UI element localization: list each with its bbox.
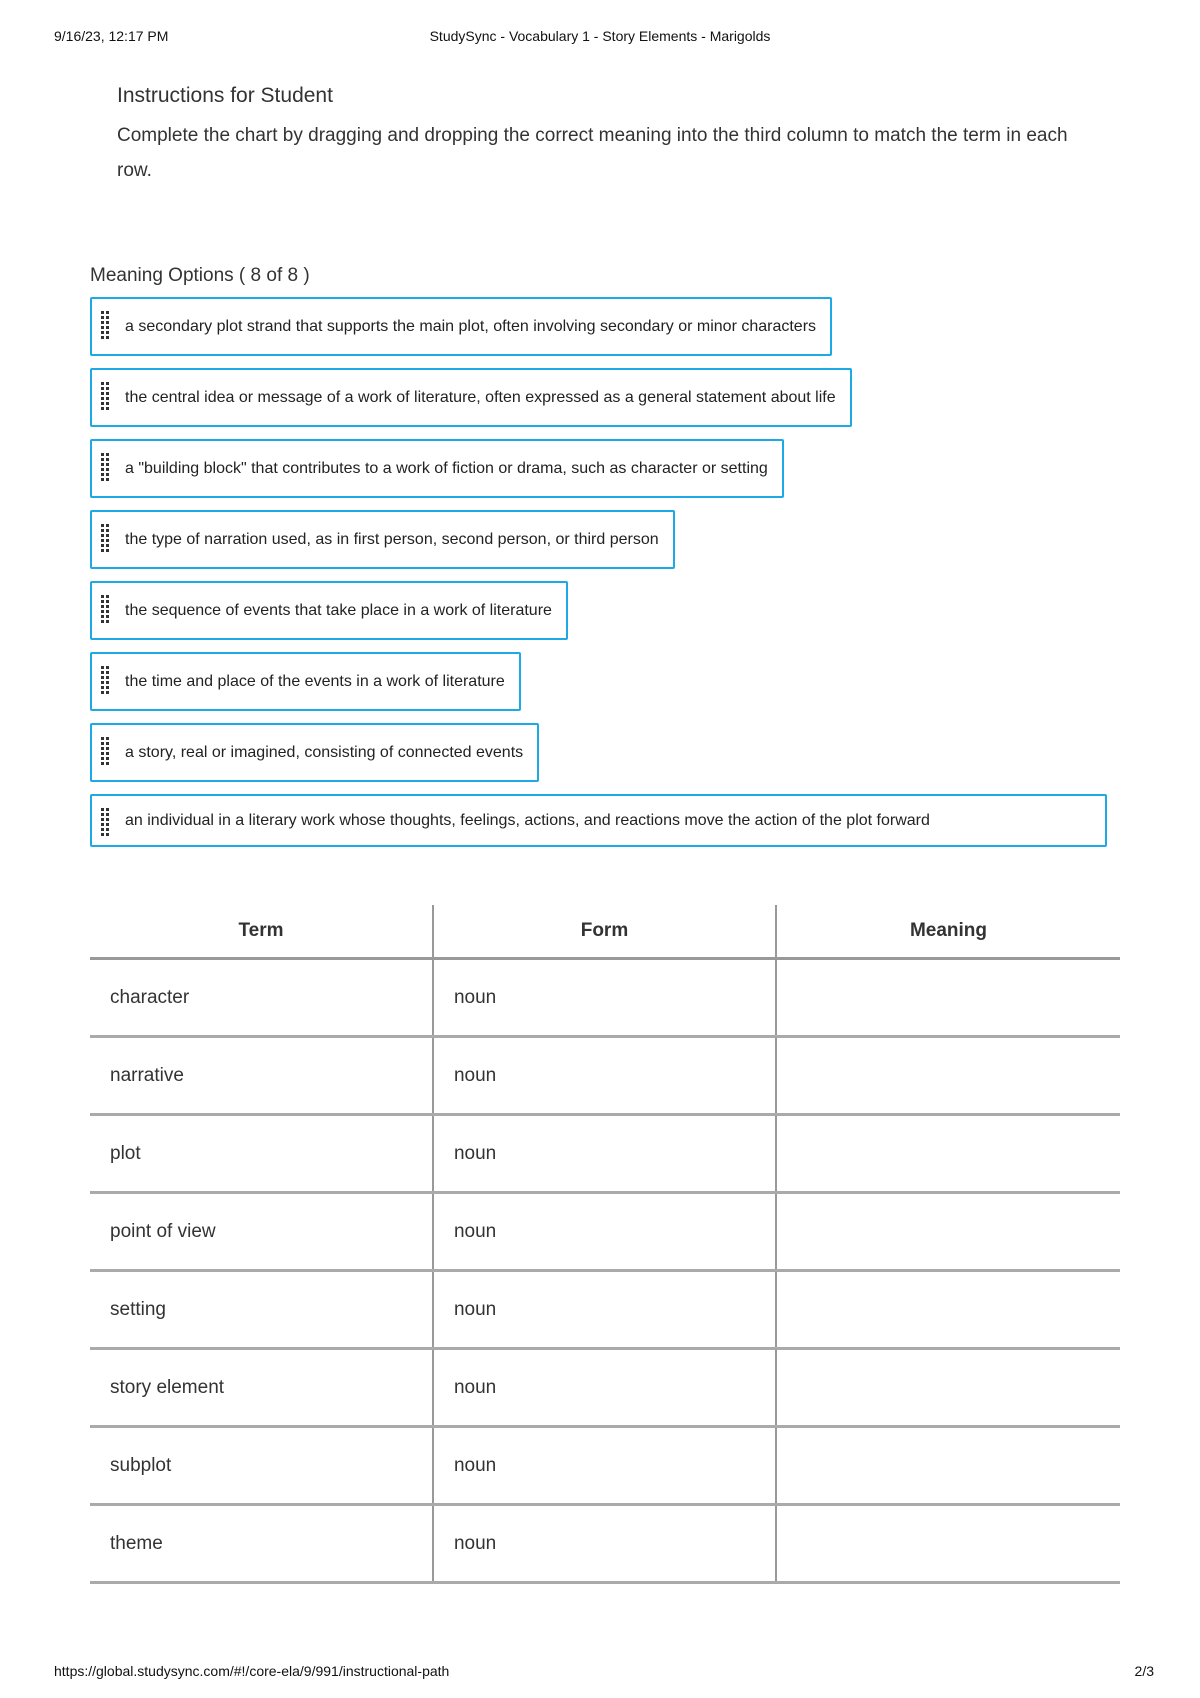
table-header-row (90, 905, 1120, 959)
term-cell: story element (90, 1349, 433, 1427)
table-row (90, 1349, 1120, 1427)
term-cell: point of view (90, 1193, 433, 1271)
form-cell: noun (433, 1349, 776, 1427)
meaning-drop-zone[interactable] (776, 1349, 1120, 1427)
drag-handle-icon[interactable] (99, 310, 111, 340)
column-header-meaning: Meaning (776, 905, 1120, 959)
meaning-drop-zone[interactable] (776, 1271, 1120, 1349)
print-page-title: StudySync - Vocabulary 1 - Story Elements - Marigolds (429, 28, 771, 44)
column-header-form: Form (433, 905, 776, 959)
meaning-options-section (90, 265, 1120, 859)
instructions-section (117, 84, 1117, 188)
term-cell: character (90, 959, 433, 1037)
instructions-title: Instructions for Student (117, 84, 333, 107)
meaning-drop-zone[interactable] (776, 1505, 1120, 1583)
term-cell: setting (90, 1271, 433, 1349)
term-cell: plot (90, 1115, 433, 1193)
meaning-options-title: Meaning Options ( 8 of 8 ) (90, 265, 310, 286)
meaning-option-card[interactable] (90, 297, 832, 356)
term-cell: theme (90, 1505, 433, 1583)
form-cell: noun (433, 1271, 776, 1349)
meaning-drop-zone[interactable] (776, 1427, 1120, 1505)
form-cell: noun (433, 1505, 776, 1583)
table-row (90, 1505, 1120, 1583)
vocabulary-table (90, 905, 1120, 1584)
meaning-option-text: the time and place of the events in a work of literature (125, 673, 505, 690)
meaning-drop-zone[interactable] (776, 959, 1120, 1037)
meaning-option-text: a story, real or imagined, consisting of connected events (125, 744, 524, 761)
meaning-option-card[interactable] (90, 652, 521, 711)
table-row (90, 959, 1120, 1037)
meaning-option-text: the sequence of events that take place in a work of literature (125, 602, 552, 619)
meaning-option-text: a "building block" that contributes to a work of fiction or drama, such as character or setting (125, 460, 768, 477)
drag-handle-icon[interactable] (99, 523, 111, 553)
drag-handle-icon[interactable] (99, 807, 111, 837)
drag-handle-icon[interactable] (99, 665, 111, 695)
drag-handle-icon[interactable] (99, 594, 111, 624)
meaning-option-card[interactable] (90, 510, 675, 569)
form-cell: noun (433, 1115, 776, 1193)
drag-handle-icon[interactable] (99, 736, 111, 766)
meaning-option-text: the type of narration used, as in first person, second person, or third person (125, 531, 659, 548)
instructions-text: Complete the chart by dragging and dropping the correct meaning into the third column to match the term in each row. (117, 125, 1068, 181)
table-row (90, 1037, 1120, 1115)
meaning-option-text: the central idea or message of a work of literature, often expressed as a general statement about life (125, 389, 836, 406)
meaning-option-text: a secondary plot strand that supports the main plot, often involving secondary or minor characters (125, 318, 817, 335)
meaning-option-card[interactable] (90, 723, 539, 782)
meaning-option-card[interactable] (90, 794, 1107, 847)
meaning-option-card[interactable] (90, 439, 784, 498)
form-cell: noun (433, 1037, 776, 1115)
meaning-option-card[interactable] (90, 368, 852, 427)
print-datetime: 9/16/23, 12:17 PM (54, 28, 169, 44)
meaning-option-card[interactable] (90, 581, 568, 640)
form-cell: noun (433, 959, 776, 1037)
column-header-term: Term (90, 905, 433, 959)
meaning-option-text: an individual in a literary work whose thoughts, feelings, actions, and reactions move the action of the plot forward (125, 812, 930, 829)
meaning-drop-zone[interactable] (776, 1193, 1120, 1271)
form-cell: noun (433, 1427, 776, 1505)
form-cell: noun (433, 1193, 776, 1271)
print-url: https://global.studysync.com/#!/core-ela/9/991/instructional-path (54, 1663, 450, 1679)
meaning-drop-zone[interactable] (776, 1037, 1120, 1115)
drag-handle-icon[interactable] (99, 381, 111, 411)
term-cell: narrative (90, 1037, 433, 1115)
table-row (90, 1427, 1120, 1505)
term-cell: subplot (90, 1427, 433, 1505)
table-row (90, 1115, 1120, 1193)
print-page-number: 2/3 (1134, 1663, 1154, 1679)
table-row (90, 1193, 1120, 1271)
meaning-drop-zone[interactable] (776, 1115, 1120, 1193)
table-row (90, 1271, 1120, 1349)
drag-handle-icon[interactable] (99, 452, 111, 482)
